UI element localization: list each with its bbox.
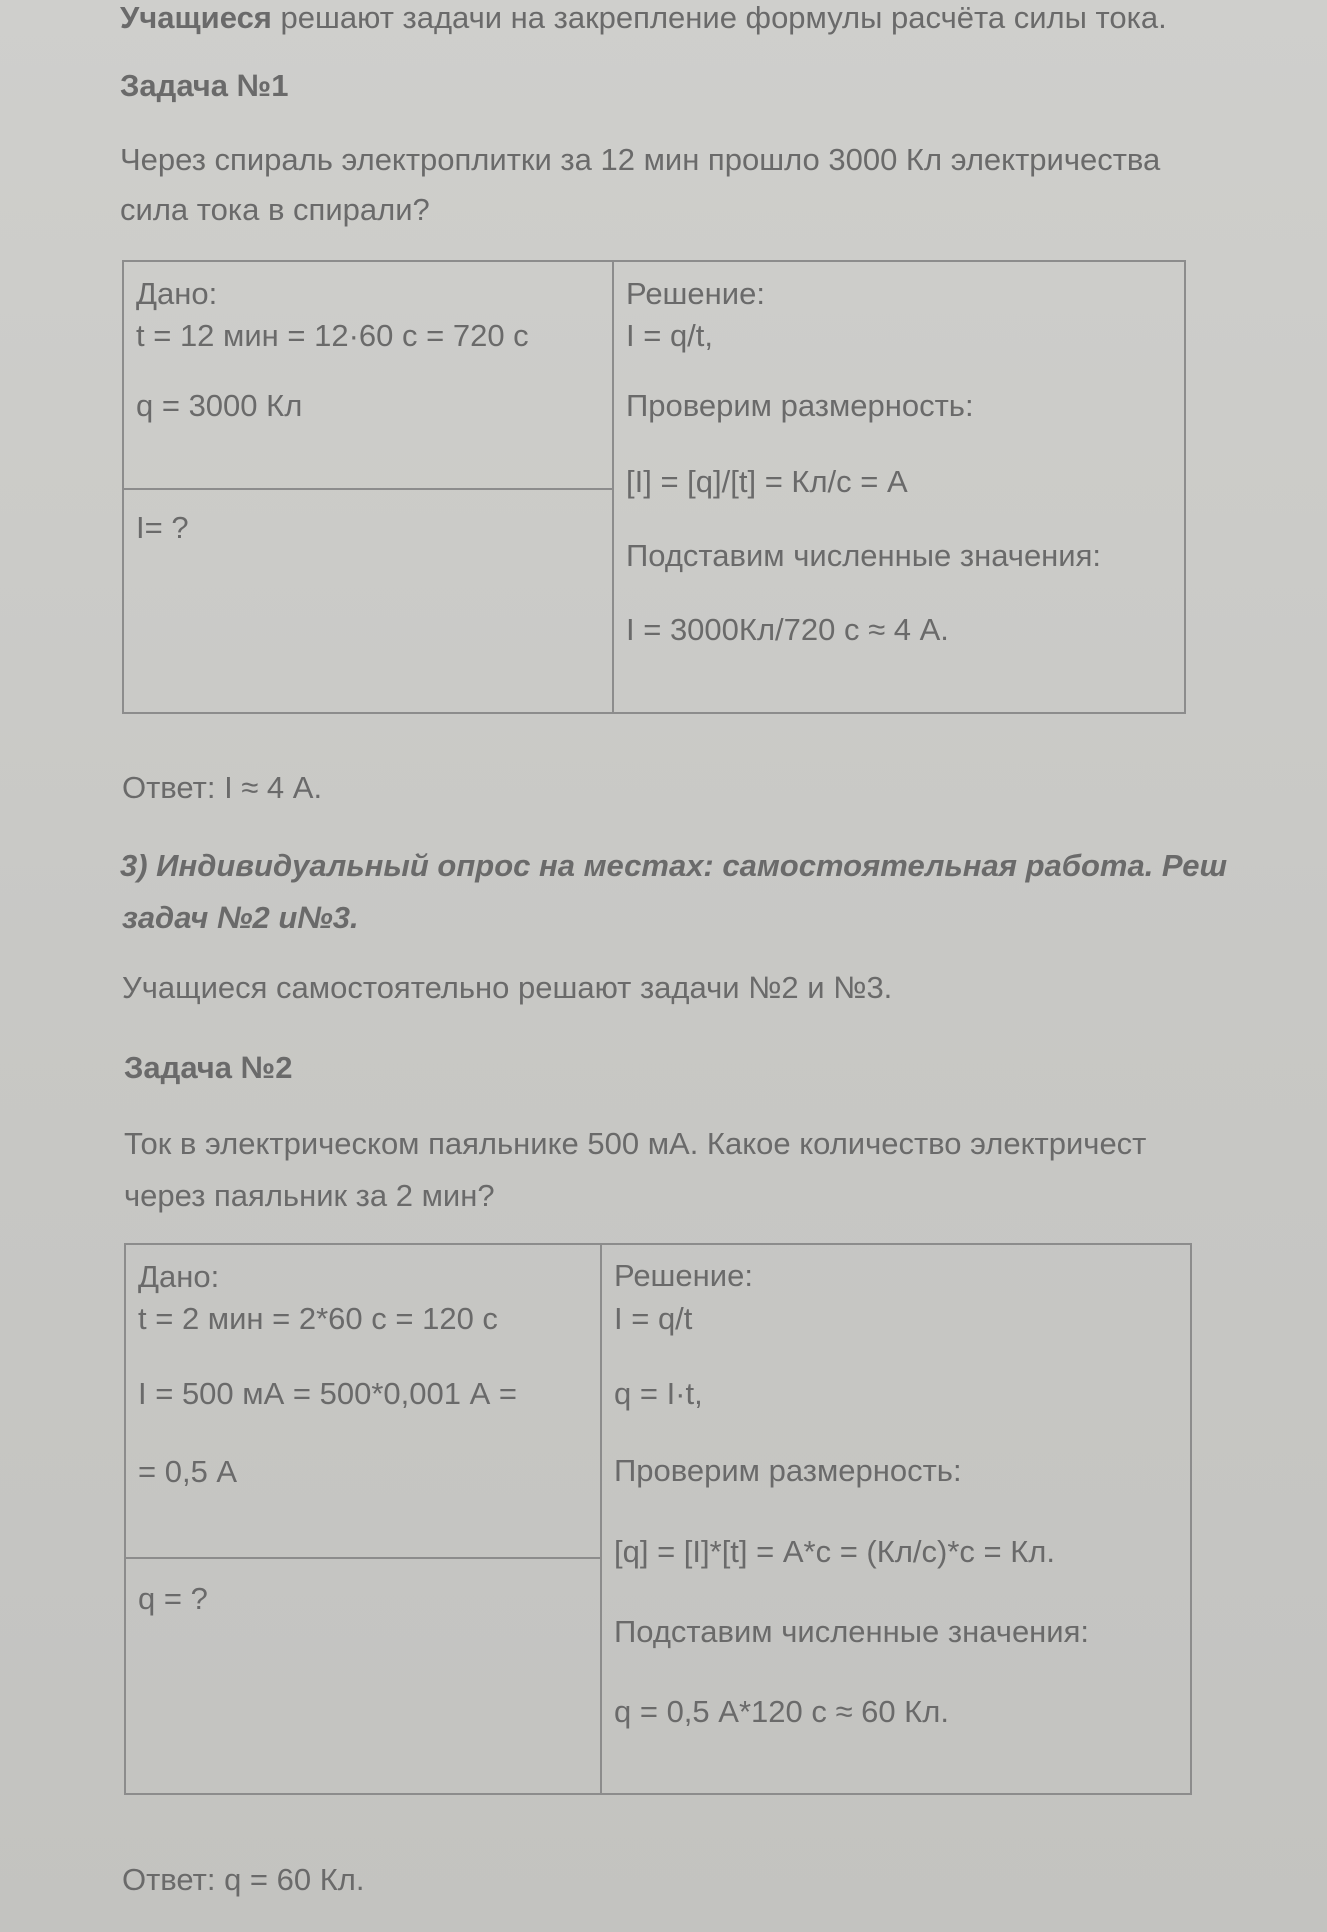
task2-solution-label: Решение: xyxy=(614,1258,753,1293)
task2-given-label: Дано: xyxy=(138,1259,220,1294)
task2-text-line2: через паяльник за 2 мин? xyxy=(124,1178,495,1213)
intro-rest: решают задачи на закрепление формулы расчёта силы тока. xyxy=(280,0,1167,35)
task2-solution-5: q = 0,5 А*120 с ≈ 60 Кл. xyxy=(614,1694,949,1729)
task2-text-line1: Ток в электрическом паяльнике 500 мА. Какое количество электричест xyxy=(124,1126,1147,1161)
task1-solution-3: Подставим численные значения: xyxy=(626,538,1102,573)
task1-solution-cell xyxy=(613,261,1185,713)
task1-solution-label: Решение: xyxy=(626,276,765,311)
task1-given-0: t = 12 мин = 12·60 с = 720 с xyxy=(136,318,529,353)
task1-solution-0: I = q/t, xyxy=(626,318,714,353)
task1-answer: Ответ: I ≈ 4 А. xyxy=(122,770,323,805)
task2-given-cell xyxy=(125,1244,601,1558)
task2-solution-1: q = I·t, xyxy=(614,1376,703,1411)
task1-solution-4: I = 3000Кл/720 с ≈ 4 А. xyxy=(626,612,949,647)
task2-find: q = ? xyxy=(138,1581,208,1616)
task2-solution-3: [q] = [I]*[t] = А*с = (Кл/с)*с = Кл. xyxy=(614,1534,1055,1569)
task2-answer: Ответ: q = 60 Кл. xyxy=(122,1862,365,1897)
task1-solution-1: Проверим размерность: xyxy=(626,388,974,423)
task2-solution-cell xyxy=(601,1244,1191,1794)
intro-bold: Учащиеся xyxy=(120,0,272,35)
task1-text-line1: Через спираль электроплитки за 12 мин прошло 3000 Кл электричества xyxy=(120,142,1161,177)
task1-text-line2: сила тока в спирали? xyxy=(120,192,430,227)
task2-find-cell xyxy=(125,1558,601,1794)
section3-line1: 3) Индивидуальный опрос на местах: самостоятельная работа. Реш xyxy=(120,848,1228,883)
section3-text: Учащиеся самостоятельно решают задачи №2 и №3. xyxy=(122,970,893,1005)
task2-solution-4: Подставим численные значения: xyxy=(614,1614,1090,1649)
task1-solution-2: [I] = [q]/[t] = Кл/с = А xyxy=(626,464,908,499)
task2-solution-2: Проверим размерность: xyxy=(614,1453,962,1488)
task1-find-cell xyxy=(123,489,613,713)
task2-solution-0: I = q/t xyxy=(614,1301,693,1336)
task1-table xyxy=(122,260,1186,714)
task1-given-cell xyxy=(123,261,613,489)
task2-given-0: t = 2 мин = 2*60 с = 120 с xyxy=(138,1301,498,1336)
task2-title: Задача №2 xyxy=(124,1050,293,1085)
task2-given-2: = 0,5 А xyxy=(138,1454,238,1489)
task1-title: Задача №1 xyxy=(120,68,289,103)
task1-given-label: Дано: xyxy=(136,276,218,311)
task1-given-1: q = 3000 Кл xyxy=(136,388,303,423)
section3-line2: задач №2 и№3. xyxy=(122,900,359,935)
intro-line xyxy=(120,0,1167,36)
task1-find: I= ? xyxy=(136,510,189,545)
task2-table xyxy=(124,1243,1192,1795)
task2-given-1: I = 500 мА = 500*0,001 А = xyxy=(138,1376,517,1411)
